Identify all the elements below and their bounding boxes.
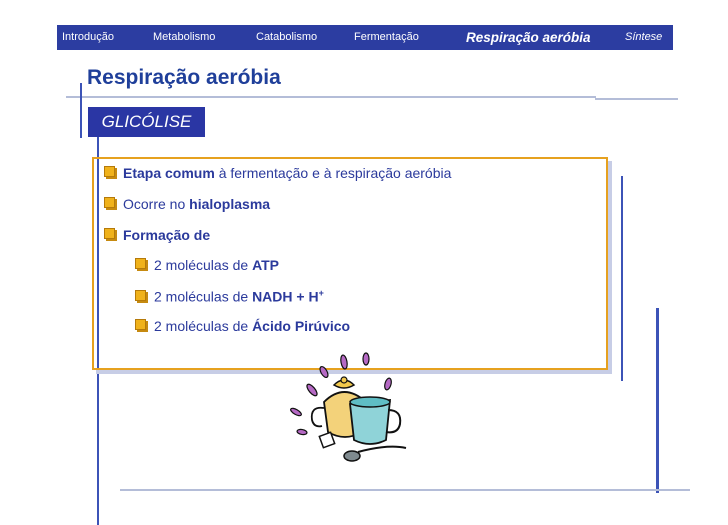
bullet-bold-text: Etapa comum <box>123 165 215 181</box>
nav-item-fermentacao[interactable]: Fermentação <box>354 31 419 43</box>
title-underline-right <box>595 98 678 100</box>
bullet-text: Ocorre no <box>123 196 190 212</box>
bullet-text: 2 moléculas de <box>154 257 253 273</box>
teapot-cup-illustration <box>288 352 414 472</box>
right-vertical-rule <box>621 176 623 381</box>
nav-item-metabolismo[interactable]: Metabolismo <box>153 31 216 43</box>
bullet-square-icon <box>104 228 115 239</box>
sub-bullet-item <box>135 257 279 273</box>
sub-bullet-item <box>135 318 350 334</box>
bullet-square-icon <box>135 258 146 269</box>
bullet-bold-text: ATP <box>252 257 280 273</box>
bullet-item <box>104 227 210 243</box>
bullet-text: 2 moléculas de <box>154 318 253 334</box>
nav-item-introducao[interactable]: Introdução <box>62 31 114 43</box>
title-underline <box>66 96 596 98</box>
bullet-bold-text: NADH + H <box>252 288 319 305</box>
bullet-square-icon <box>135 290 146 301</box>
section-heading-glicolise: GLICÓLISE <box>88 107 205 137</box>
nav-item-respiracao-aerobia[interactable]: Respiração aeróbia <box>466 30 591 45</box>
bullet-square-icon <box>104 197 115 208</box>
bullet-bold-text: Formação de <box>123 227 211 243</box>
bullet-square-icon <box>135 319 146 330</box>
nav-item-catabolismo[interactable]: Catabolismo <box>256 31 318 43</box>
right-accent-line <box>656 308 659 493</box>
left-accent-line <box>80 83 82 138</box>
bullet-text: à fermentação e à respiração aeróbia <box>214 165 452 181</box>
bullet-square-icon <box>104 166 115 177</box>
content-box-shadow-right <box>608 161 612 371</box>
nav-item-sintese[interactable]: Síntese <box>625 31 663 43</box>
sub-bullet-item <box>135 288 324 305</box>
top-navigation-bar <box>57 25 673 50</box>
bottom-rule <box>120 489 690 491</box>
bullet-bold-text: Ácido Pirúvico <box>252 318 351 334</box>
bullet-bold-text: hialoplasma <box>189 196 271 212</box>
bullet-item <box>104 165 451 181</box>
bullet-superscript: + <box>318 288 324 298</box>
bullet-item <box>104 196 270 212</box>
bullet-text: 2 moléculas de <box>154 288 253 305</box>
slide-title: Respiração aeróbia <box>87 66 281 89</box>
